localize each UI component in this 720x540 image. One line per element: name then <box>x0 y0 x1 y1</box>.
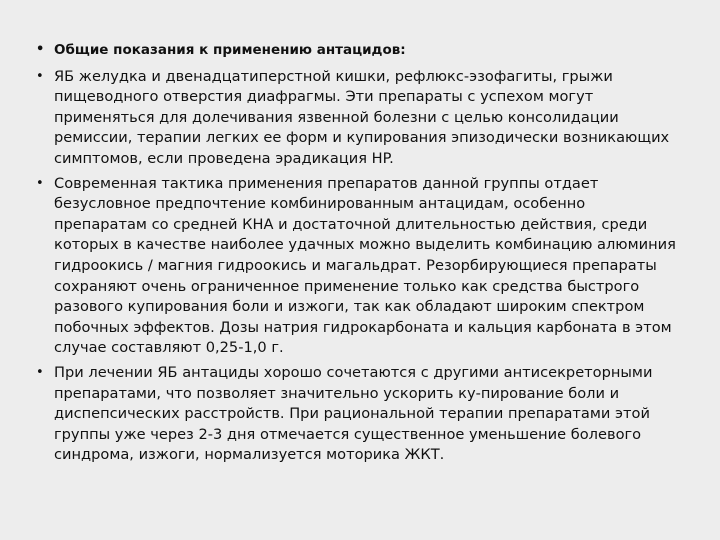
list-item-indications-heading <box>28 40 680 61</box>
bullet-marker: • <box>36 68 44 84</box>
list-item-text: Общие показания к применению антацидов: <box>54 42 406 58</box>
list-item-modern-tactics <box>28 174 680 359</box>
list-item-text: Современная тактика применения препаратов данной группы отдает безусловное предпочтение комбинированным антацидам, особенно препаратам со средней КНА и достаточной длительностью действия, среди которых в качестве наиболее удачных можно выделить комбинацию алюминия гидроокись / магния гидроокись и магальдрат. Резорбирующиеся препараты сохраняют очень ограниченное применение только как средства быстрого разового купирования боли и изжоги, так как обладают широким спектром побочных эффектов. Дозы натрия гидрокарбоната и кальция карбоната в этом случае составляют 0,25-1,0 г. <box>54 174 676 357</box>
list-item-text: ЯБ желудка и двенадцатиперстной кишки, рефлюкс-эзофагиты, грыжи пищеводного отверстия диафрагмы. Эти препараты с успехом могут применяться для долечивания язвенной болезни с целью консолидации ремиссии, терапии легких ее форм и купирования эпизодически возникающих симптомов, если проведена эрадикация HP. <box>54 67 670 167</box>
list-item-combination-therapy <box>28 363 680 466</box>
bullet-marker: • <box>36 42 45 57</box>
list-item-text: При лечении ЯБ антациды хорошо сочетаются с другими антисекреторными препаратами, что позволяет значительно ускорить ку-пирование боли и диспепсических расстройств. При рациональной терапии препаратами этой группы уже через 2-3 дня отмечается существенное уменьшение болевого синдрома, изжоги, нормализуется моторика ЖКТ. <box>54 363 653 464</box>
list-item-indications <box>28 67 680 170</box>
bullet-marker: • <box>36 364 44 380</box>
bullet-list <box>28 40 680 466</box>
bullet-marker: • <box>36 175 44 191</box>
